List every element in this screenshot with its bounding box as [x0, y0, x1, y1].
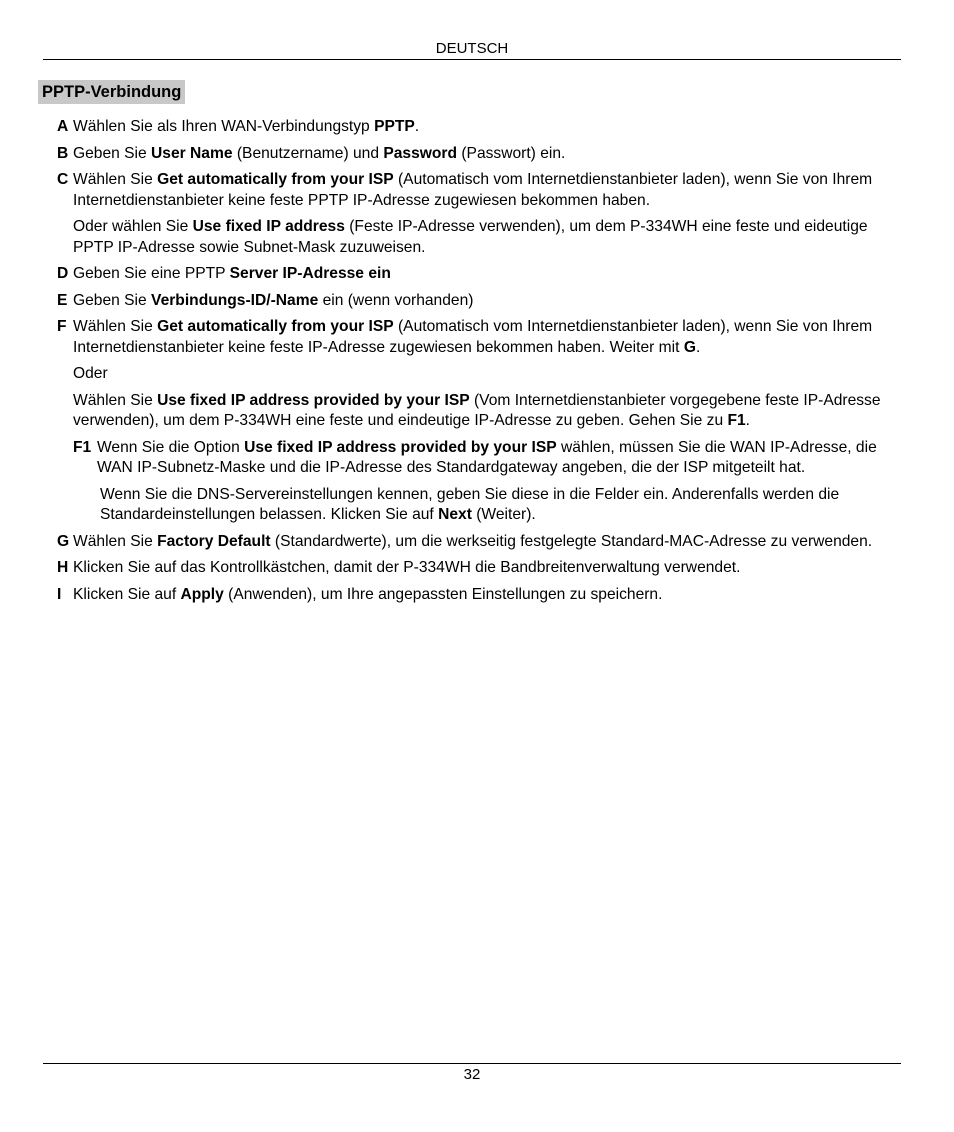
step-d: D Geben Sie eine PPTP Server IP-Adresse ein: [57, 264, 900, 285]
step-c: C Wählen Sie Get automatically from your ISP (Automatisch vom Internetdienstanbieter laden), wenn Sie von Ihrem Internetdienstanbieter keine feste PPTP IP-Adresse zugewiesen bekommen haben.: [57, 171, 873, 209]
page-number: 32: [463, 1066, 481, 1083]
step-letter: E: [57, 291, 68, 309]
step-letter: D: [57, 265, 69, 282]
page-header-language: DEUTSCH: [435, 40, 509, 57]
step-letter: A: [57, 118, 69, 135]
step-letter: H: [57, 559, 69, 576]
step-letter: I: [57, 585, 62, 603]
step-b: B Geben Sie User Name (Benutzername) und Password (Passwort) ein.: [57, 144, 900, 165]
step-letter: F: [57, 318, 67, 335]
step-f: F Wählen Sie Get automatically from your ISP (Automatisch vom Internetdienstanbieter laden), wenn Sie von Ihrem Internetdienstanbieter keine feste IP-Adresse zugewiesen bekommen haben. Weiter mit G.: [57, 318, 873, 356]
step-f1: F1 Wenn Sie die Option Use fixed IP address provided by your ISP wählen, müssen Sie die WAN IP-Adresse, die WAN IP-Subnetz-Maske und die IP-Adresse des Standardgateway angeben, die der ISP mitgeteilt hat.: [73, 438, 877, 476]
step-letter: F1: [73, 438, 92, 456]
step-e: E Geben Sie Verbindungs-ID/-Name ein (wenn vorhanden): [57, 291, 900, 312]
instructions-list: [57, 117, 900, 611]
step-c-alternative: Oder wählen Sie Use fixed IP address (Feste IP-Adresse verwenden), um dem P-334WH eine feste und eideutige PPTP IP-Adresse sowie Subnet-Mask zuzuweisen.: [73, 218, 868, 256]
footer-divider: [43, 1063, 901, 1064]
step-i: I Klicken Sie auf Apply (Anwenden), um Ihre angepassten Einstellungen zu speichern.: [57, 585, 900, 606]
step-letter: B: [57, 144, 69, 162]
step-a: A Wählen Sie als Ihren WAN-Verbindungstyp PPTP.: [57, 117, 900, 138]
section-title: PPTP-Verbindung: [38, 80, 185, 104]
step-f-oder: Oder: [73, 365, 108, 382]
step-f1-dns: Wenn Sie die DNS-Servereinstellungen kennen, geben Sie diese in die Felder ein. Anderenfalls werden die Standardeinstellungen belassen. Klicken Sie auf Next (Weiter).: [100, 485, 840, 523]
step-f-alternative: Wählen Sie Use fixed IP address provided by your ISP (Vom Internetdienstanbieter vorgegebene feste IP-Adresse verwenden), um dem P-334WH eine feste und eindeutige IP-Adresse zu geben. Gehen Sie zu F1.: [73, 391, 881, 429]
step-g: G Wählen Sie Factory Default (Standardwerte), um die werkseitig festgelegte Standard-MAC-Adresse zu verwenden.: [57, 532, 900, 553]
step-letter: G: [57, 532, 70, 550]
step-h: H Klicken Sie auf das Kontrollkästchen, damit der P-334WH die Bandbreitenverwaltung verwendet.: [57, 558, 900, 579]
step-letter: C: [57, 171, 69, 188]
header-divider: [43, 59, 901, 60]
